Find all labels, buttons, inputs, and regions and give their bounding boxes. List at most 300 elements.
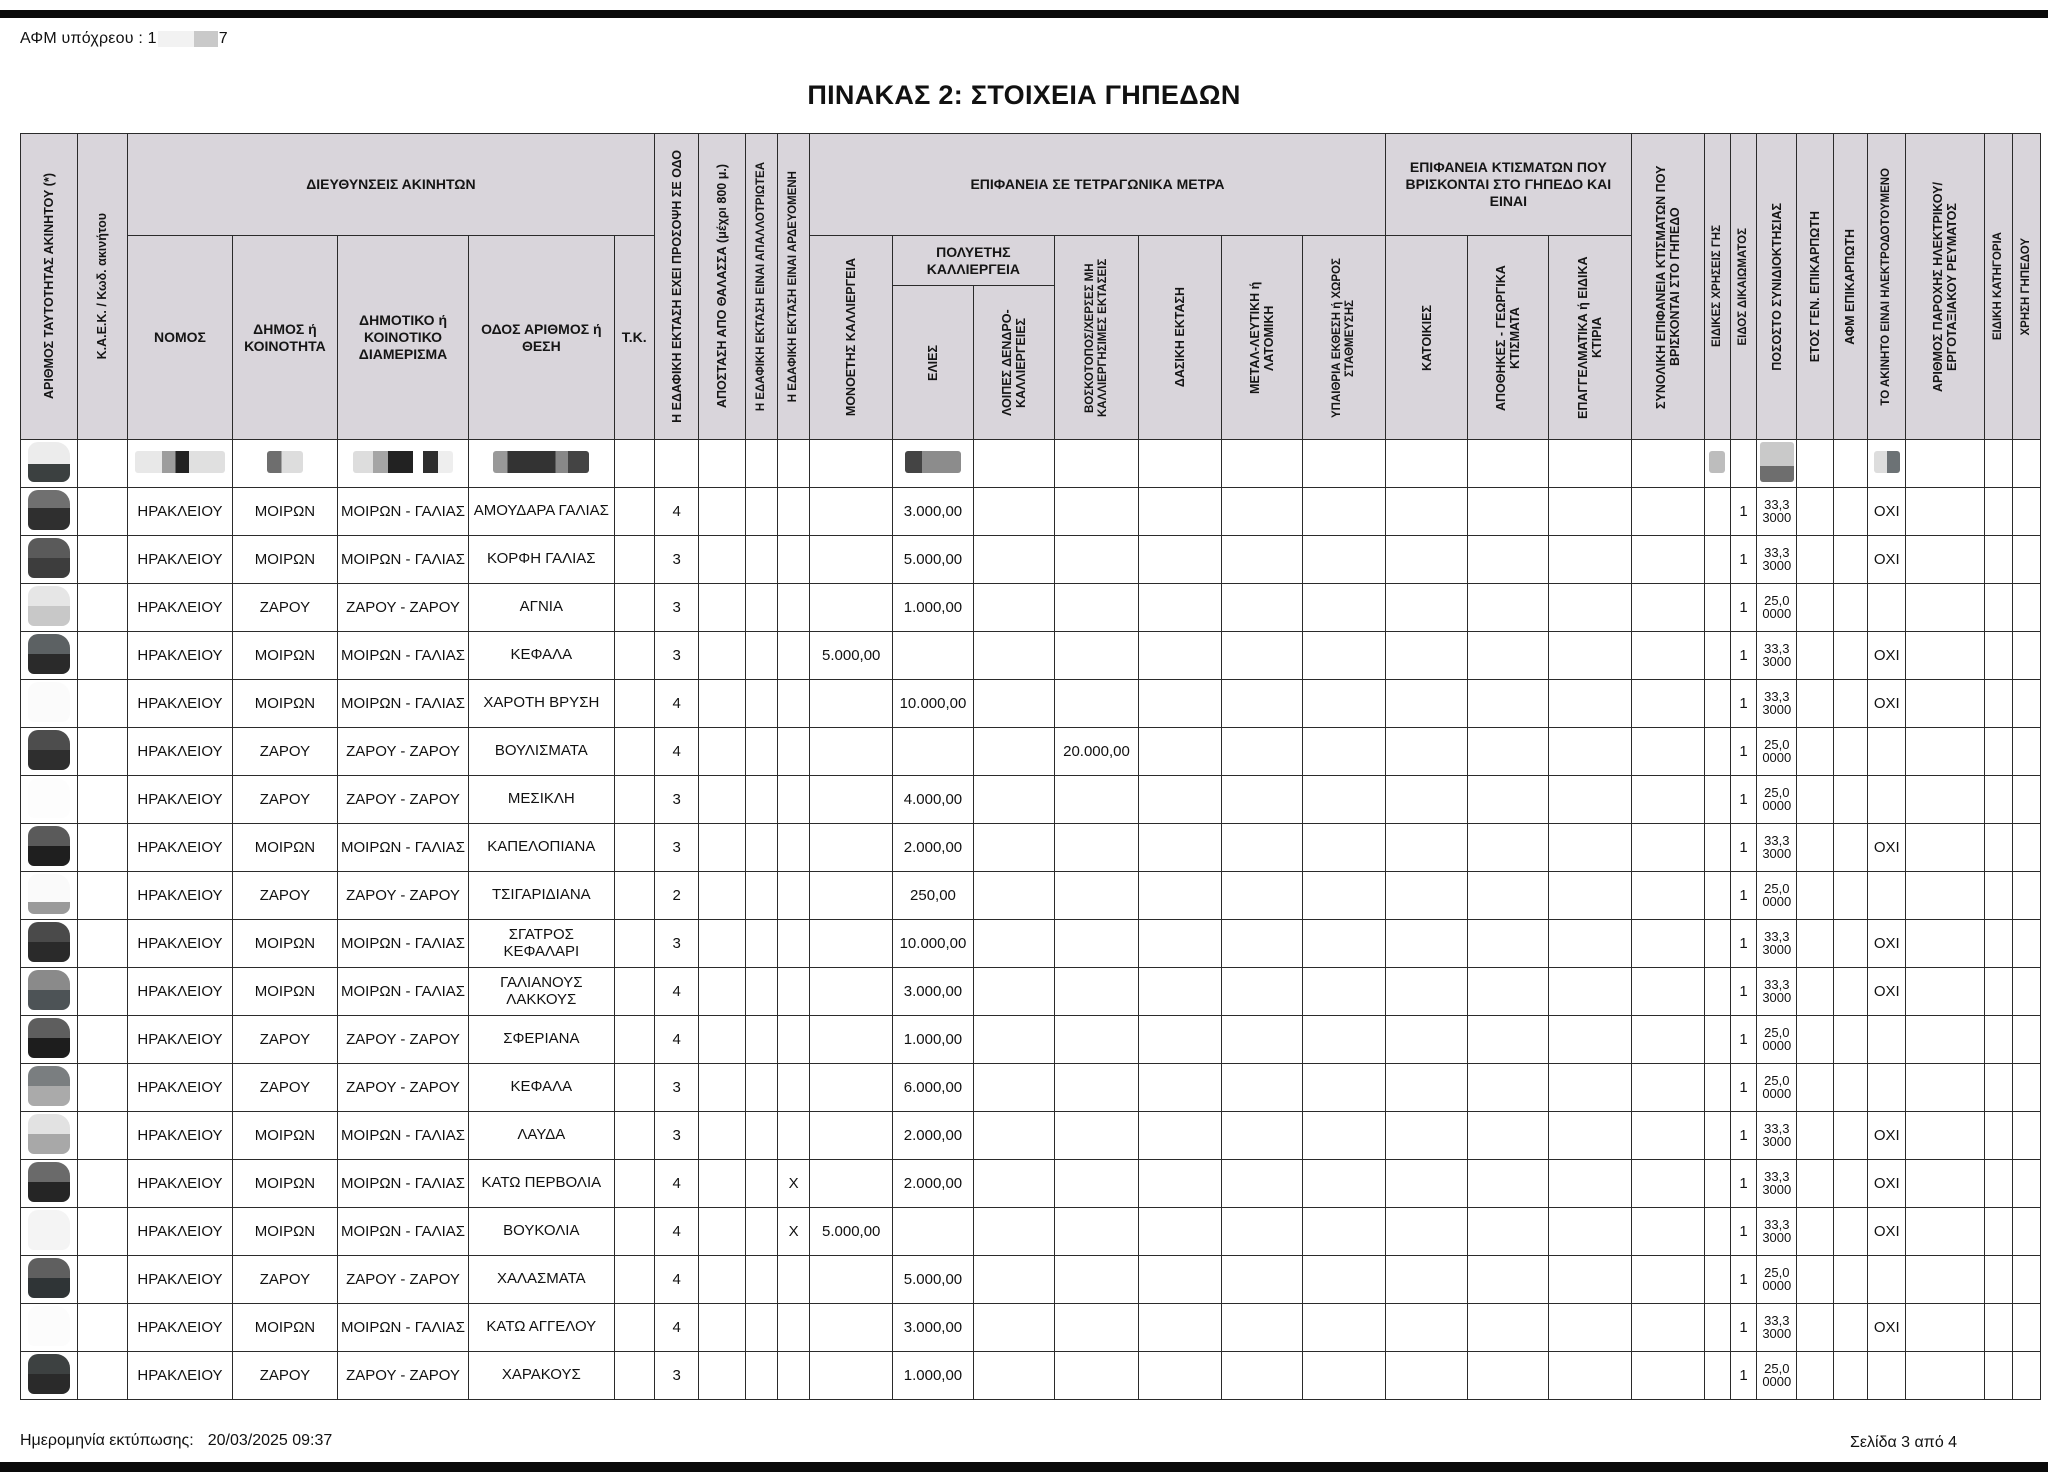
cell-eidiki-katigoria [1985, 1016, 2013, 1064]
cell-apostasi [699, 1256, 745, 1304]
cell-ardevomeni [778, 536, 810, 584]
col-header-eidikes-xriseis-label: ΕΙΔΙΚΕΣ ΧΡΗΣΕΙΣ ΓΗΣ [1710, 225, 1723, 348]
cell-katoikies [1385, 968, 1468, 1016]
cell-voskotopos [1054, 584, 1139, 632]
cell-nomos: ΗΡΑΚΛΕΙΟΥ [127, 968, 232, 1016]
cell-diamerisma: ΖΑΡΟΥ - ΖΑΡΟΥ [337, 728, 468, 776]
cell-afm-epikarpoti [1833, 920, 1867, 968]
cell-odos: ΣΓΑΤΡΟΣ ΚΕΦΑΛΑΡΙ [469, 920, 614, 968]
pososto-decimal-part: 3000 [1762, 1325, 1792, 1341]
cell-eidiki-katigoria [1985, 824, 2013, 872]
cell-id-redacted [21, 1016, 78, 1064]
cell-pososto [1757, 1160, 1797, 1208]
pososto-integer-part: 33,3 [1764, 1120, 1790, 1136]
redacted-id-blob [28, 586, 70, 626]
cell-eidikes-xriseis [1704, 1256, 1730, 1304]
cell-epaggelmatika [1549, 536, 1632, 584]
cell-monoetis [810, 488, 893, 536]
cell-loipes [973, 1112, 1054, 1160]
pososto-integer-part: 25,0 [1764, 592, 1790, 608]
cell-elies [893, 728, 974, 776]
cell-dimos: ΖΑΡΟΥ [232, 728, 337, 776]
cell-ardevomeni [778, 728, 810, 776]
cell-prosopsi: 3 [654, 1064, 698, 1112]
cell-apostasi [699, 536, 745, 584]
cell-apallotriotea [745, 1016, 777, 1064]
afm-label: ΑΦΜ υπόχρεου : [20, 30, 143, 47]
cell-eidikes-xriseis [1704, 872, 1730, 920]
cell-diamerisma: ΜΟΙΡΩΝ - ΓΑΛΙΑΣ [337, 1112, 468, 1160]
cell-apallotriotea [745, 680, 777, 728]
cell-prosopsi: 3 [654, 1352, 698, 1400]
pososto-integer-part: 25,0 [1764, 1072, 1790, 1088]
cell-metalleftiki [1222, 680, 1303, 728]
cell-id-redacted [21, 872, 78, 920]
cell-metalleftiki [1222, 1160, 1303, 1208]
cell-prosopsi: 4 [654, 680, 698, 728]
cell-dasiki [1139, 1304, 1222, 1352]
cell-odos: ΣΦΕΡΙΑΝΑ [469, 1016, 614, 1064]
col-header-katoikies-label: ΚΑΤΟΙΚΙΕΣ [1419, 304, 1434, 371]
cell-ardevomeni [778, 824, 810, 872]
col-header-etos-gen [1797, 134, 1833, 440]
cell-epaggelmatika [1549, 1208, 1632, 1256]
cell-kaek [77, 872, 127, 920]
cell-odos: ΒΟΥΛΙΣΜΑΤΑ [469, 728, 614, 776]
redacted-id-blob [28, 490, 70, 530]
cell-eidikes-xriseis [1704, 1016, 1730, 1064]
cell-monoetis: 5.000,00 [810, 1208, 893, 1256]
cell-arithmos-paroxis [1906, 584, 1985, 632]
cell-odos: ΧΑΛΑΣΜΑΤΑ [469, 1256, 614, 1304]
cell-eidikes-xriseis [1704, 1064, 1730, 1112]
cell-ilektrodotoumeno [1868, 1352, 1906, 1400]
redacted-id-blob [28, 1354, 70, 1394]
cell-eidos-dikaiomatos: 1 [1730, 1016, 1756, 1064]
cell-eidos-dikaiomatos: 1 [1730, 728, 1756, 776]
cell-id-redacted [21, 1352, 78, 1400]
cell-dasiki [1139, 1160, 1222, 1208]
cell-synoliki [1631, 728, 1704, 776]
col-header-ardevomeni-label: Η ΕΔΑΦΙΚΗ ΕΚΤΑΣΗ ΕΙΝΑΙ ΑΡΔΕΥΟΜΕΝΗ [787, 170, 800, 403]
col-header-apothikes [1468, 236, 1549, 440]
col-header-id [21, 134, 78, 440]
redacted-id-blob [28, 1018, 70, 1058]
cell-afm-epikarpoti [1833, 824, 1867, 872]
cell-monoetis [810, 968, 893, 1016]
cell-katoikies [1385, 1064, 1468, 1112]
cell-dimos: ΜΟΙΡΩΝ [232, 968, 337, 1016]
cell-kaek [77, 1208, 127, 1256]
cell-eidikes-xriseis [1704, 920, 1730, 968]
cell-loipes [973, 1208, 1054, 1256]
cell-metalleftiki [1222, 632, 1303, 680]
cell-dimos: ΖΑΡΟΥ [232, 1256, 337, 1304]
cell-xrisi-gipedou [2013, 1112, 2041, 1160]
cell-ilektrodotoumeno: ΟΧΙ [1868, 680, 1906, 728]
cell-kaek [77, 488, 127, 536]
col-header-apothikes-label: ΑΠΟΘΗΚΕΣ - ΓΕΩΡΓΙΚΑ ΚΤΙΣΜΑΤΑ [1494, 264, 1523, 411]
cell-eidikes-xriseis [1704, 1208, 1730, 1256]
cell-apothikes [1468, 680, 1549, 728]
cell-pososto [1757, 872, 1797, 920]
cell-ilektrodotoumeno: ΟΧΙ [1868, 824, 1906, 872]
cell-apothikes [1468, 632, 1549, 680]
cell-tk [614, 968, 654, 1016]
cell-tk [614, 1208, 654, 1256]
cell-ardevomeni [778, 1064, 810, 1112]
cell-epaggelmatika [1549, 728, 1632, 776]
cell-monoetis [810, 1352, 893, 1400]
cell-eidos-dikaiomatos: 1 [1730, 968, 1756, 1016]
cell-diamerisma: ΜΟΙΡΩΝ - ΓΑΛΙΑΣ [337, 536, 468, 584]
redacted-id-blob [28, 778, 70, 818]
cell-synoliki [1631, 680, 1704, 728]
col-group-surface: ΕΠΙΦΑΝΕΙΑ ΣΕ ΤΕΤΡΑΓΩΝΙΚΑ ΜΕΤΡΑ [810, 134, 1385, 236]
cell-diamerisma: ΖΑΡΟΥ - ΖΑΡΟΥ [337, 872, 468, 920]
cell-metalleftiki [1222, 536, 1303, 584]
redacted-dimos [232, 440, 337, 488]
cell-eidos-dikaiomatos: 1 [1730, 1256, 1756, 1304]
cell-loipes [973, 1160, 1054, 1208]
cell-apothikes [1468, 1112, 1549, 1160]
cell-ypaithria [1302, 968, 1385, 1016]
cell-pososto [1757, 1112, 1797, 1160]
cell-ypaithria [1302, 1352, 1385, 1400]
cell-elies: 250,00 [893, 872, 974, 920]
cell-synoliki [1631, 824, 1704, 872]
cell-apostasi [699, 728, 745, 776]
cell-epaggelmatika [1549, 776, 1632, 824]
cell-dasiki [1139, 632, 1222, 680]
cell-xrisi-gipedou [2013, 1160, 2041, 1208]
cell-synoliki [1631, 1304, 1704, 1352]
cell-apostasi [699, 872, 745, 920]
pososto-decimal-part: 3000 [1762, 989, 1792, 1005]
col-header-dimos: ΔΗΜΟΣ ή ΚΟΙΝΟΤΗΤΑ [232, 236, 337, 440]
cell-odos: ΚΑΠΕΛΟΠΙΑΝΑ [469, 824, 614, 872]
cell-eidikes-xriseis [1704, 584, 1730, 632]
cell-eidikes-xriseis [1704, 968, 1730, 1016]
cell-nomos: ΗΡΑΚΛΕΙΟΥ [127, 1208, 232, 1256]
cell-elies: 3.000,00 [893, 1304, 974, 1352]
cell-etos-gen [1797, 1256, 1833, 1304]
cell-id-redacted [21, 536, 78, 584]
cell-nomos: ΗΡΑΚΛΕΙΟΥ [127, 1304, 232, 1352]
cell-afm-epikarpoti [1833, 1064, 1867, 1112]
cell-xrisi-gipedou [2013, 1208, 2041, 1256]
cell-voskotopos [1054, 776, 1139, 824]
col-header-eidiki-katigoria [1985, 134, 2013, 440]
cell-metalleftiki [1222, 1016, 1303, 1064]
cell-epaggelmatika [1549, 1112, 1632, 1160]
col-header-elies-label: ΕΛΙΕΣ [925, 344, 940, 381]
cell-etos-gen [1797, 488, 1833, 536]
cell-etos-gen [1797, 1064, 1833, 1112]
cell-katoikies [1385, 680, 1468, 728]
redacted-diamerisma [337, 440, 468, 488]
cell-etos-gen [1797, 584, 1833, 632]
cell-apallotriotea [745, 776, 777, 824]
cell-apostasi [699, 968, 745, 1016]
cell-dasiki [1139, 872, 1222, 920]
cell-loipes [973, 584, 1054, 632]
cell-loipes [973, 824, 1054, 872]
col-header-epaggelmatika-label: ΕΠΑΓΓΕΛΜΑΤΙΚΑ ή ΕΙΔΙΚΑ ΚΤΙΡΙΑ [1576, 256, 1605, 419]
col-header-voskotopos [1054, 236, 1139, 440]
col-header-kaek [77, 134, 127, 440]
cell-loipes [973, 776, 1054, 824]
cell-pososto [1757, 824, 1797, 872]
cell-eidiki-katigoria [1985, 488, 2013, 536]
cell-synoliki [1631, 1064, 1704, 1112]
cell-arithmos-paroxis [1906, 1208, 1985, 1256]
cell-apallotriotea [745, 1304, 777, 1352]
cell-tk [614, 728, 654, 776]
cell-odos: ΚΕΦΑΛΑ [469, 632, 614, 680]
table-row [21, 968, 2041, 1016]
col-header-epaggelmatika [1549, 236, 1632, 440]
cell-ardevomeni: Χ [778, 1208, 810, 1256]
cell-prosopsi: 3 [654, 776, 698, 824]
cell-kaek [77, 1304, 127, 1352]
cell-nomos: ΗΡΑΚΛΕΙΟΥ [127, 1160, 232, 1208]
cell-tk [614, 584, 654, 632]
cell-diamerisma: ΖΑΡΟΥ - ΖΑΡΟΥ [337, 1064, 468, 1112]
redacted-id-blob [28, 682, 70, 722]
pososto-decimal-part: 0000 [1762, 1277, 1792, 1293]
cell-xrisi-gipedou [2013, 824, 2041, 872]
cell-voskotopos [1054, 1256, 1139, 1304]
col-header-synoliki-label: ΣΥΝΟΛΙΚΗ ΕΠΙΦΑΝΕΙΑ ΚΤΙΣΜΑΤΩΝ ΠΟΥ ΒΡΙΣΚΟΝΤΑΙ ΣΤΟ ΓΗΠΕΔΟ [1653, 164, 1682, 409]
cell-ardevomeni [778, 968, 810, 1016]
cell-metalleftiki [1222, 1256, 1303, 1304]
col-header-tk: Τ.Κ. [614, 236, 654, 440]
table-row [21, 1064, 2041, 1112]
cell-loipes [973, 1352, 1054, 1400]
cell-voskotopos [1054, 920, 1139, 968]
col-header-apallotriotea-label: Η ΕΔΑΦΙΚΗ ΕΚΤΑΣΗ ΕΙΝΑΙ ΑΠΑΛΛΟΤΡΙΩΤΕΑ [754, 161, 767, 412]
cell-ilektrodotoumeno [1868, 728, 1906, 776]
cell-nomos: ΗΡΑΚΛΕΙΟΥ [127, 680, 232, 728]
cell-tk [614, 1064, 654, 1112]
cell-odos: ΜΕΣΙΚΛΗ [469, 776, 614, 824]
col-header-xrisi-gipedou-label: ΧΡΗΣΗ ΓΗΠΕΔΟΥ [2020, 237, 2033, 336]
col-header-eidikes-xriseis [1704, 134, 1730, 440]
col-header-prosopsi [654, 134, 698, 440]
cell-ypaithria [1302, 488, 1385, 536]
cell-etos-gen [1797, 728, 1833, 776]
cell-metalleftiki [1222, 824, 1303, 872]
cell-elies: 1.000,00 [893, 584, 974, 632]
cell-apallotriotea [745, 1160, 777, 1208]
pososto-decimal-part: 0000 [1762, 797, 1792, 813]
col-header-afm-epikarpoti [1833, 134, 1867, 440]
cell-diamerisma: ΖΑΡΟΥ - ΖΑΡΟΥ [337, 776, 468, 824]
pososto-integer-part: 33,3 [1764, 1216, 1790, 1232]
cell-katoikies [1385, 536, 1468, 584]
cell-odos: ΧΑΡΟΤΗ ΒΡΥΣΗ [469, 680, 614, 728]
table-body [21, 440, 2041, 1400]
cell-synoliki [1631, 488, 1704, 536]
cell-metalleftiki [1222, 1112, 1303, 1160]
cell-eidos-dikaiomatos: 1 [1730, 872, 1756, 920]
cell-arithmos-paroxis [1906, 920, 1985, 968]
cell-synoliki [1631, 968, 1704, 1016]
cell-dasiki [1139, 1112, 1222, 1160]
cell-eidikes-xriseis [1704, 824, 1730, 872]
cell-elies: 4.000,00 [893, 776, 974, 824]
cell-prosopsi: 3 [654, 632, 698, 680]
cell-id-redacted [21, 680, 78, 728]
cell-apothikes [1468, 728, 1549, 776]
redacted-odos [469, 440, 614, 488]
cell-arithmos-paroxis [1906, 968, 1985, 1016]
cell-eidos-dikaiomatos: 1 [1730, 776, 1756, 824]
cell-odos: ΧΑΡΑΚΟΥΣ [469, 1352, 614, 1400]
cell-diamerisma: ΖΑΡΟΥ - ΖΑΡΟΥ [337, 1016, 468, 1064]
cell-eidikes-xriseis [1704, 1304, 1730, 1352]
cell-kaek [77, 632, 127, 680]
cell-apostasi [699, 680, 745, 728]
cell-afm-epikarpoti [1833, 968, 1867, 1016]
cell-dimos: ΖΑΡΟΥ [232, 584, 337, 632]
cell-ypaithria [1302, 1112, 1385, 1160]
cell-diamerisma: ΜΟΙΡΩΝ - ΓΑΛΙΑΣ [337, 632, 468, 680]
redacted-eidikes [1704, 440, 1730, 488]
cell-dasiki [1139, 1064, 1222, 1112]
cell-kaek [77, 1016, 127, 1064]
cell-prosopsi: 2 [654, 872, 698, 920]
cell-afm-epikarpoti [1833, 1256, 1867, 1304]
cell-kaek [77, 728, 127, 776]
cell-id-redacted [21, 632, 78, 680]
cell-kaek [77, 776, 127, 824]
cell-loipes [973, 1304, 1054, 1352]
cell-apostasi [699, 1112, 745, 1160]
cell-eidikes-xriseis [1704, 728, 1730, 776]
cell-eidos-dikaiomatos: 1 [1730, 536, 1756, 584]
cell-synoliki [1631, 1352, 1704, 1400]
cell-ypaithria [1302, 680, 1385, 728]
cell-id-redacted [21, 1256, 78, 1304]
pososto-decimal-part: 3000 [1762, 653, 1792, 669]
cell-nomos: ΗΡΑΚΛΕΙΟΥ [127, 728, 232, 776]
cell-id-redacted [21, 1160, 78, 1208]
redacted-id-blob [28, 538, 70, 578]
cell-kaek [77, 824, 127, 872]
cell-metalleftiki [1222, 1064, 1303, 1112]
cell-apallotriotea [745, 872, 777, 920]
cell-ardevomeni [778, 632, 810, 680]
col-header-ardevomeni [778, 134, 810, 440]
pososto-integer-part: 25,0 [1764, 1024, 1790, 1040]
cell-eidiki-katigoria [1985, 1208, 2013, 1256]
cell-eidos-dikaiomatos: 1 [1730, 1064, 1756, 1112]
cell-nomos: ΗΡΑΚΛΕΙΟΥ [127, 536, 232, 584]
table-row [21, 824, 2041, 872]
cell-diamerisma: ΖΑΡΟΥ - ΖΑΡΟΥ [337, 584, 468, 632]
cell-dasiki [1139, 488, 1222, 536]
redacted-kaek [77, 440, 127, 488]
cell-diamerisma: ΖΑΡΟΥ - ΖΑΡΟΥ [337, 1352, 468, 1400]
cell-tk [614, 920, 654, 968]
cell-ypaithria [1302, 536, 1385, 584]
pososto-integer-part: 33,3 [1764, 688, 1790, 704]
cell-elies [893, 632, 974, 680]
cell-dasiki [1139, 680, 1222, 728]
col-header-synoliki [1631, 134, 1704, 440]
cell-ilektrodotoumeno [1868, 584, 1906, 632]
cell-elies: 2.000,00 [893, 824, 974, 872]
cell-tk [614, 680, 654, 728]
cell-monoetis [810, 1112, 893, 1160]
cell-eidos-dikaiomatos: 1 [1730, 1160, 1756, 1208]
cell-elies: 10.000,00 [893, 920, 974, 968]
cell-ypaithria [1302, 1016, 1385, 1064]
cell-nomos: ΗΡΑΚΛΕΙΟΥ [127, 1064, 232, 1112]
cell-afm-epikarpoti [1833, 584, 1867, 632]
cell-apothikes [1468, 1208, 1549, 1256]
cell-epaggelmatika [1549, 1256, 1632, 1304]
cell-pososto [1757, 1256, 1797, 1304]
pososto-decimal-part: 3000 [1762, 1229, 1792, 1245]
afm-prefix: 1 [147, 30, 157, 47]
table-row [21, 584, 2041, 632]
cell-afm-epikarpoti [1833, 632, 1867, 680]
cell-loipes [973, 680, 1054, 728]
cell-ilektrodotoumeno [1868, 1064, 1906, 1112]
cell-xrisi-gipedou [2013, 776, 2041, 824]
cell-odos: ΑΜΟΥΔΑΡΑ ΓΑΛΙΑΣ [469, 488, 614, 536]
col-header-diamerisma: ΔΗΜΟΤΙΚΟ ή ΚΟΙΝΟΤΙΚΟ ΔΙΑΜΕΡΙΣΜΑ [337, 236, 468, 440]
cell-apostasi [699, 920, 745, 968]
col-header-dasiki [1139, 236, 1222, 440]
cell-ilektrodotoumeno [1868, 1256, 1906, 1304]
cell-eidiki-katigoria [1985, 728, 2013, 776]
cell-katoikies [1385, 920, 1468, 968]
print-date [20, 1432, 332, 1450]
cell-synoliki [1631, 1112, 1704, 1160]
cell-prosopsi: 4 [654, 1256, 698, 1304]
cell-epaggelmatika [1549, 1160, 1632, 1208]
cell-prosopsi: 3 [654, 536, 698, 584]
cell-ardevomeni: Χ [778, 1160, 810, 1208]
cell-apostasi [699, 1352, 745, 1400]
cell-afm-epikarpoti [1833, 1112, 1867, 1160]
cell-pososto [1757, 488, 1797, 536]
cell-xrisi-gipedou [2013, 680, 2041, 728]
cell-apallotriotea [745, 1112, 777, 1160]
cell-katoikies [1385, 1160, 1468, 1208]
cell-ilektrodotoumeno: ΟΧΙ [1868, 1208, 1906, 1256]
cell-etos-gen [1797, 632, 1833, 680]
cell-pososto [1757, 1016, 1797, 1064]
cell-apallotriotea [745, 1208, 777, 1256]
cell-synoliki [1631, 632, 1704, 680]
cell-ilektrodotoumeno [1868, 872, 1906, 920]
cell-etos-gen [1797, 536, 1833, 584]
cell-ilektrodotoumeno: ΟΧΙ [1868, 968, 1906, 1016]
cell-synoliki [1631, 536, 1704, 584]
col-header-metalleftiki-label: ΜΕΤΑΛ-ΛΕΥΤΙΚΗ ή ΛΑΤΟΜΙΚΗ [1248, 281, 1277, 394]
pososto-decimal-part: 3000 [1762, 509, 1792, 525]
cell-xrisi-gipedou [2013, 584, 2041, 632]
cell-etos-gen [1797, 968, 1833, 1016]
cell-metalleftiki [1222, 776, 1303, 824]
cell-ypaithria [1302, 632, 1385, 680]
cell-kaek [77, 1112, 127, 1160]
